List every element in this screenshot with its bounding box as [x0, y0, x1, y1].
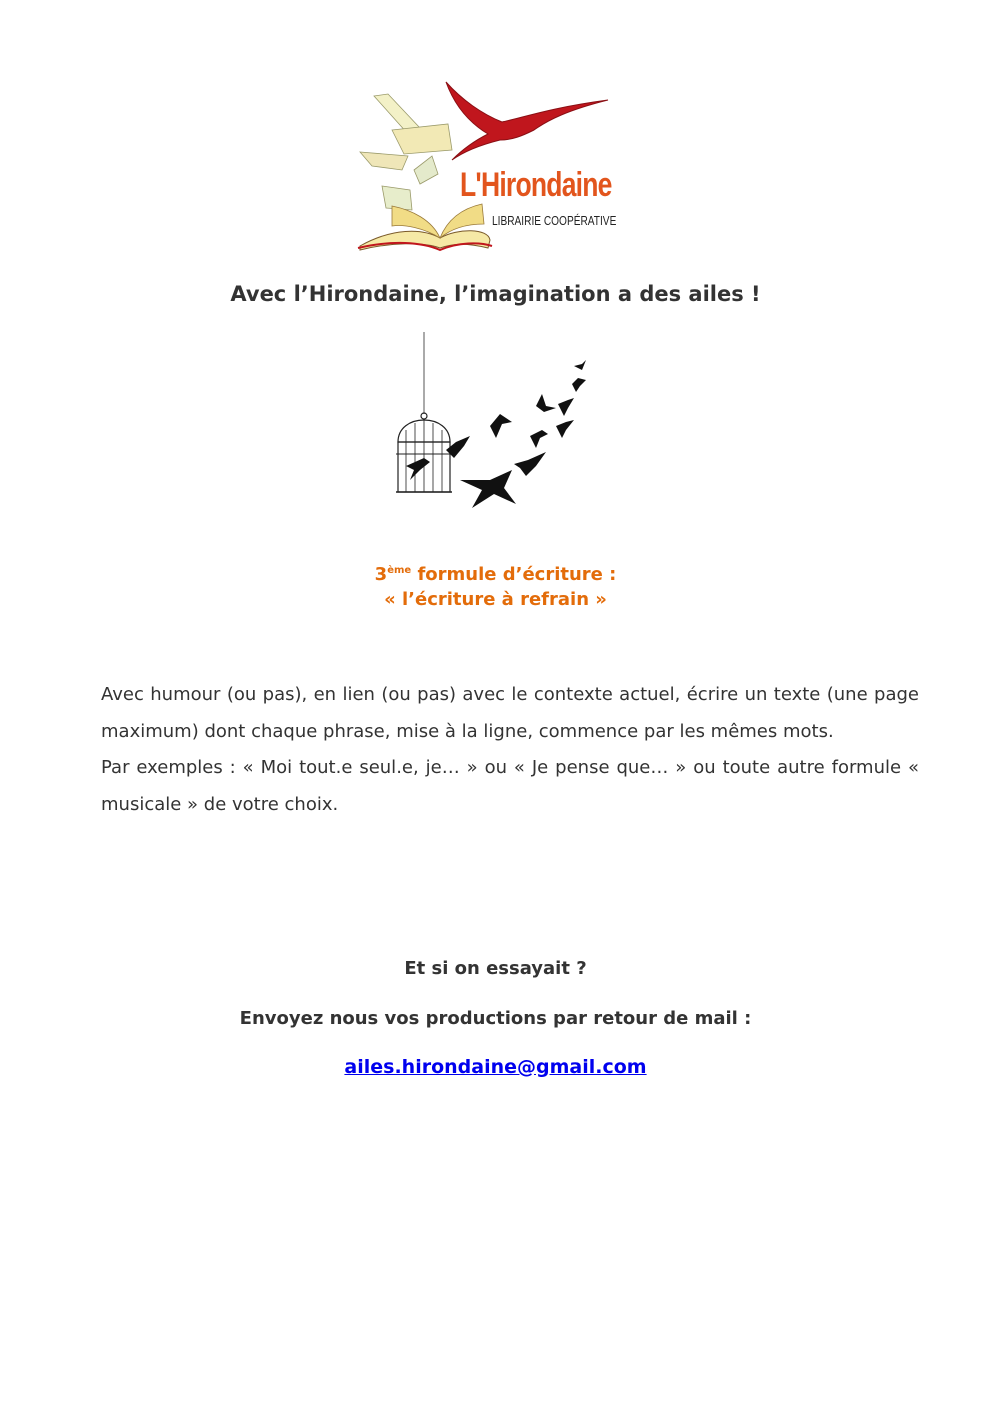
closing-question: Et si on essayait ? [404, 958, 587, 979]
instructions-text [101, 677, 919, 823]
birdcage-swallows-icon [390, 330, 612, 512]
logo-subtitle: LIBRAIRIE COOPÉRATIVE [492, 213, 617, 228]
formula-title [0, 562, 991, 612]
formula-line-1 [0, 562, 991, 587]
logo-name: L'Hirondaine [460, 166, 612, 204]
closing-invitation: Envoyez nous vos productions par retour de mail : [239, 1008, 752, 1029]
bookstore-logo [352, 78, 617, 254]
page-headline: Avec l’Hirondaine, l’imagination a des ailes ! [230, 282, 761, 306]
formula-number: 3 [374, 564, 388, 585]
formula-superscript: ème [387, 565, 412, 576]
email-link[interactable]: ailes.hirondaine@gmail.com [344, 1056, 647, 1078]
formula-line-2: « l’écriture à refrain » [384, 589, 607, 610]
formula-label: formule d’écriture : [411, 564, 617, 585]
instructions-paragraph-2: Par exemples : « Moi tout.e seul.e, je… » ou « Je pense que… » ou toute autre formule « musicale » de votre choix. [101, 757, 919, 815]
birdcage-illustration [390, 330, 612, 512]
instructions-paragraph-1: Avec humour (ou pas), en lien (ou pas) avec le contexte actuel, écrire un texte (une page maximum) dont chaque phrase, mise à la ligne, commence par les mêmes mots. [101, 684, 919, 742]
email-container [0, 1056, 991, 1078]
